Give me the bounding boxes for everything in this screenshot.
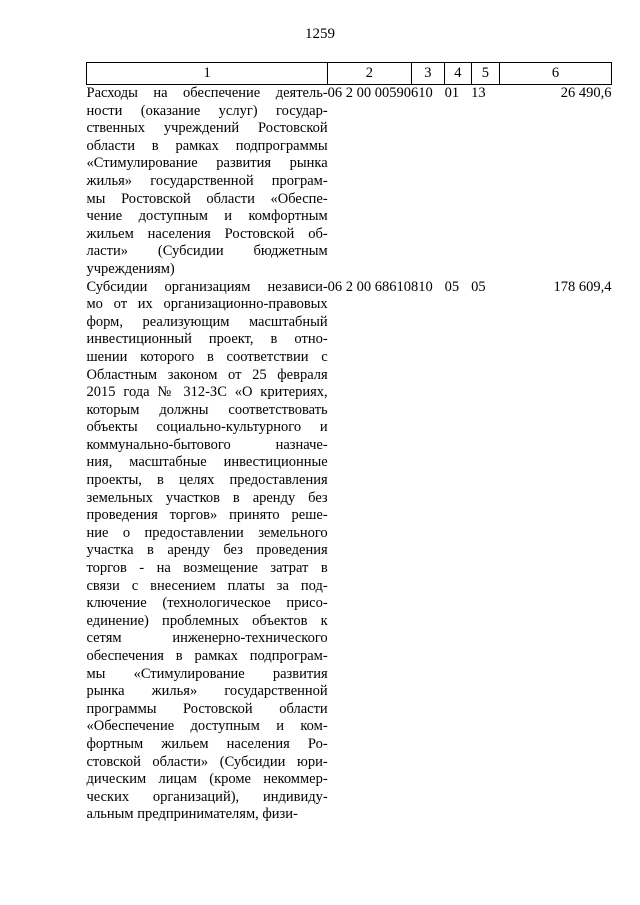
description-line: инвестиционный проект, в отно- [86,331,328,348]
header-col-4: 4 [445,63,472,85]
description-line: жилья» государственной програм- [86,172,328,189]
description-line: мо от их организационно-правовых [86,296,328,313]
description-line: шении которого в соответствии с [86,348,328,365]
row-expense-type: 610 [411,85,433,101]
description-line: Субсидии организациям независи- [86,278,328,295]
description-line: дическим лицам (кроме некоммер- [86,771,328,788]
description-line: ческих организаций), индивиду- [86,788,328,805]
row-target-code: 06 2 00 68610 [327,278,412,295]
description-line: ния, масштабные инвестиционные [86,454,328,471]
description-line: чение доступным и комфортным [86,208,328,225]
description-line: связи с внесением платы за под- [86,577,328,594]
description-line: единение) проблемных объектов к [86,612,328,629]
description-line: торгов - на возмещение затрат в [86,560,328,577]
description-line: коммунально-бытового назначе- [86,436,328,453]
description-line: мы «Стимулирование развития [86,665,328,682]
row-amount: 26 490,6 [560,85,612,101]
header-col-6: 6 [500,63,612,85]
table-header-row [87,63,612,85]
row-description [87,85,328,279]
description-line: ственных учреждений Ростовской [86,120,328,137]
row-description [87,279,328,824]
row-amount: 178 609,4 [553,278,612,295]
description-line: «Обеспечение доступным и ком- [86,718,328,735]
header-col-1: 1 [87,63,328,85]
description-line: стовской области» (Субсидии юри- [86,753,328,770]
description-line: земельных участков в аренду без [86,489,328,506]
table-row [87,85,612,279]
description-line: области в рамках подпрограммы [86,137,328,154]
description-line: ласти» (Субсидии бюджетным [86,243,328,260]
description-line: Расходы на обеспечение деятель- [86,85,328,101]
row-section: 01 [444,85,460,101]
header-col-5: 5 [471,63,499,85]
description-line: участка в аренду без проведения [86,542,328,559]
description-line: ключение (технологическое присо- [86,595,328,612]
description-line: жильем населения Ростовской об- [86,225,328,242]
description-line: 2015 года № 312-ЗС «О критериях, [86,384,328,401]
header-col-3: 3 [411,63,445,85]
row-target-code: 06 2 00 00590 [327,85,412,101]
description-line: программы Ростовской области [86,700,328,717]
description-line: рынка жилья» государственной [86,683,328,700]
row-subsection: 05 [471,278,486,295]
row-expense-type: 810 [411,278,433,295]
description-line: Областным законом от 25 февраля [86,366,328,383]
description-line: ние о предоставлении земельного [86,524,328,541]
description-line: ности (оказание услуг) государ- [86,102,328,119]
description-line: объекты социально-культурного и [86,419,328,436]
description-line: сетям инженерно-технического [86,630,328,647]
description-line: учреждениям) [86,260,175,277]
description-line: проведения торгов» принято реше- [86,507,328,524]
row-section: 05 [444,278,460,295]
budget-table [86,62,612,824]
row-subsection: 13 [471,85,486,101]
description-line: форм, реализующим масштабный [86,313,328,330]
page-number: 1259 [305,26,335,42]
description-line: обеспечения в рамках подпрограм- [86,648,328,664]
header-col-2: 2 [328,63,411,85]
description-line: мы Ростовской области «Обеспе- [86,190,328,207]
table-row [87,279,612,824]
description-line: альным предпринимателям, физи- [86,806,298,823]
description-line: фортным жильем населения Ро- [86,735,328,752]
description-line: которым должны соответствовать [86,401,328,418]
description-line: «Стимулирование развития рынка [86,155,328,172]
description-line: проекты, в целях предоставления [86,472,328,489]
